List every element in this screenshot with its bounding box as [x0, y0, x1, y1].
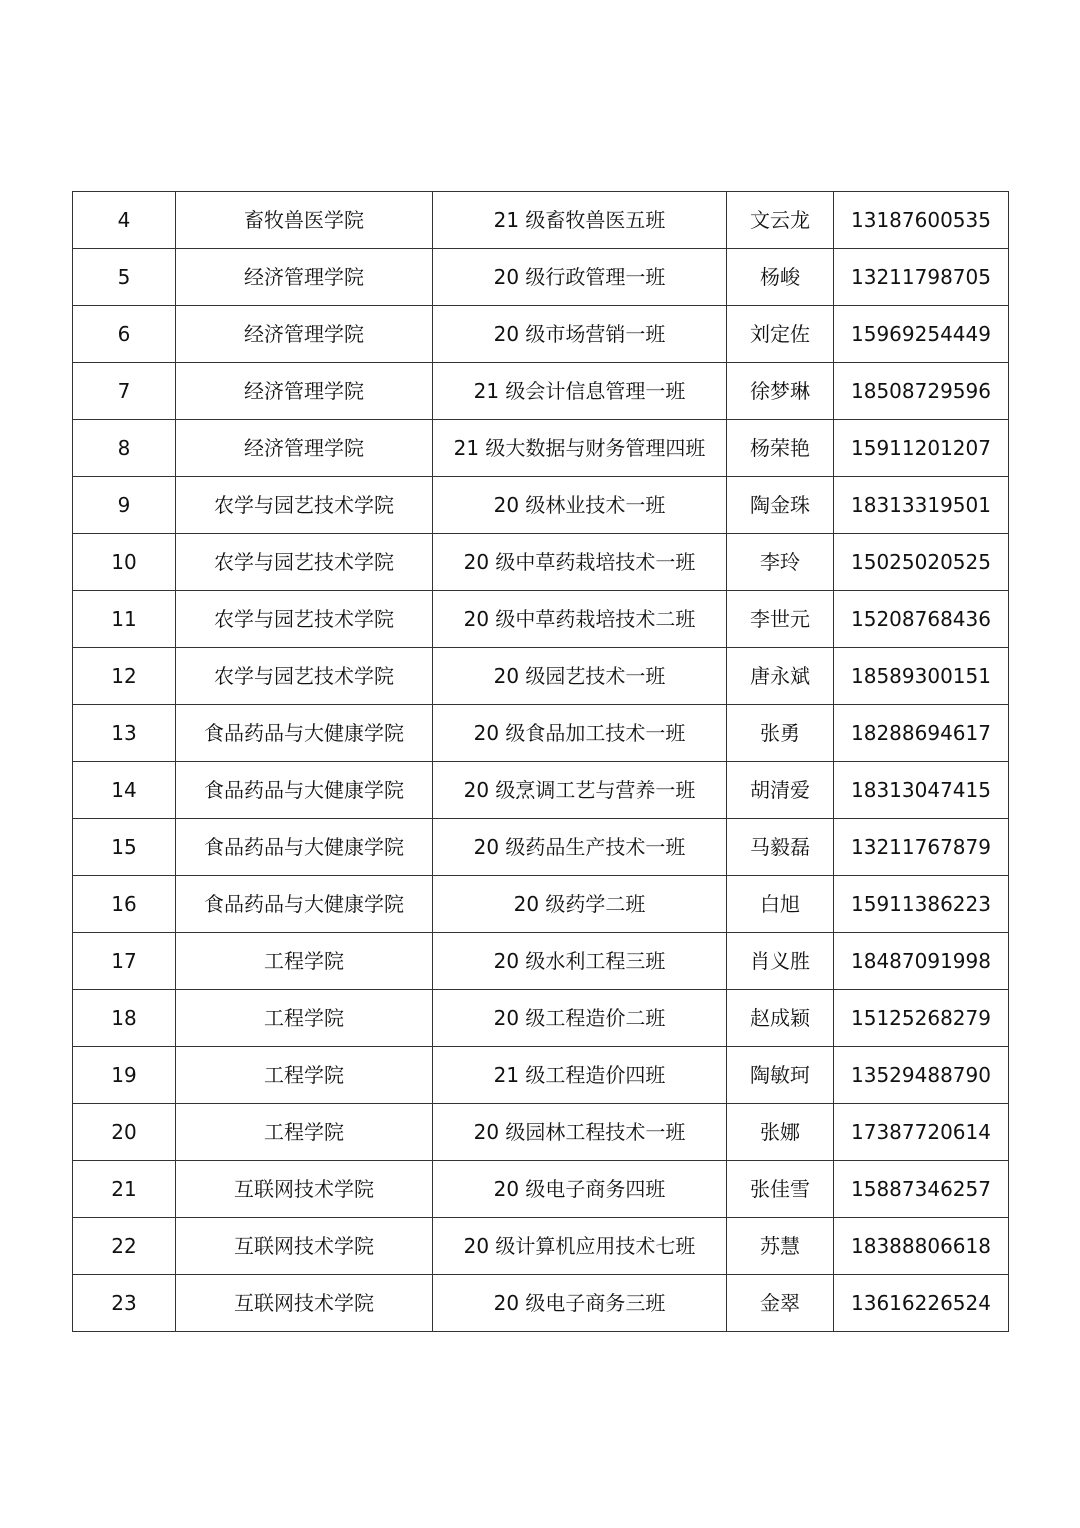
table-row [73, 1047, 1009, 1104]
phone-cell: 18487091998 [834, 933, 1009, 990]
class-cell: 20 级电子商务四班 [433, 1161, 727, 1218]
college-cell: 食品药品与大健康学院 [176, 819, 433, 876]
student-name-cell: 胡清爱 [727, 762, 834, 819]
college-cell: 农学与园艺技术学院 [176, 477, 433, 534]
row-number-cell: 4 [73, 192, 176, 249]
college-cell: 经济管理学院 [176, 420, 433, 477]
row-number-cell: 11 [73, 591, 176, 648]
college-cell: 工程学院 [176, 1047, 433, 1104]
college-cell: 经济管理学院 [176, 363, 433, 420]
college-cell: 食品药品与大健康学院 [176, 705, 433, 762]
student-name-cell: 杨荣艳 [727, 420, 834, 477]
table-row [73, 705, 1009, 762]
roster-table-body [73, 192, 1009, 1332]
phone-cell: 13529488790 [834, 1047, 1009, 1104]
college-cell: 经济管理学院 [176, 249, 433, 306]
row-number-cell: 15 [73, 819, 176, 876]
class-cell: 20 级药品生产技术一班 [433, 819, 727, 876]
table-row [73, 762, 1009, 819]
class-cell: 20 级工程造价二班 [433, 990, 727, 1047]
phone-cell: 18288694617 [834, 705, 1009, 762]
college-cell: 畜牧兽医学院 [176, 192, 433, 249]
class-cell: 21 级会计信息管理一班 [433, 363, 727, 420]
phone-cell: 15025020525 [834, 534, 1009, 591]
phone-cell: 18508729596 [834, 363, 1009, 420]
college-cell: 食品药品与大健康学院 [176, 762, 433, 819]
college-cell: 农学与园艺技术学院 [176, 591, 433, 648]
table-row [73, 876, 1009, 933]
class-cell: 20 级烹调工艺与营养一班 [433, 762, 727, 819]
student-name-cell: 唐永斌 [727, 648, 834, 705]
phone-cell: 15208768436 [834, 591, 1009, 648]
phone-cell: 18313047415 [834, 762, 1009, 819]
student-name-cell: 张勇 [727, 705, 834, 762]
row-number-cell: 5 [73, 249, 176, 306]
row-number-cell: 7 [73, 363, 176, 420]
student-name-cell: 杨峻 [727, 249, 834, 306]
row-number-cell: 8 [73, 420, 176, 477]
college-cell: 食品药品与大健康学院 [176, 876, 433, 933]
phone-cell: 15969254449 [834, 306, 1009, 363]
student-name-cell: 金翠 [727, 1275, 834, 1332]
phone-cell: 15911386223 [834, 876, 1009, 933]
phone-cell: 18589300151 [834, 648, 1009, 705]
row-number-cell: 16 [73, 876, 176, 933]
table-row [73, 1275, 1009, 1332]
phone-cell: 13187600535 [834, 192, 1009, 249]
table-row [73, 477, 1009, 534]
student-name-cell: 张佳雪 [727, 1161, 834, 1218]
phone-cell: 15911201207 [834, 420, 1009, 477]
phone-cell: 17387720614 [834, 1104, 1009, 1161]
row-number-cell: 20 [73, 1104, 176, 1161]
row-number-cell: 6 [73, 306, 176, 363]
row-number-cell: 14 [73, 762, 176, 819]
college-cell: 工程学院 [176, 1104, 433, 1161]
college-cell: 农学与园艺技术学院 [176, 534, 433, 591]
table-row [73, 249, 1009, 306]
class-cell: 20 级中草药栽培技术二班 [433, 591, 727, 648]
row-number-cell: 13 [73, 705, 176, 762]
table-row [73, 306, 1009, 363]
student-name-cell: 赵成颖 [727, 990, 834, 1047]
class-cell: 20 级电子商务三班 [433, 1275, 727, 1332]
row-number-cell: 22 [73, 1218, 176, 1275]
table-row [73, 648, 1009, 705]
student-name-cell: 苏慧 [727, 1218, 834, 1275]
student-name-cell: 陶敏珂 [727, 1047, 834, 1104]
class-cell: 20 级市场营销一班 [433, 306, 727, 363]
class-cell: 20 级计算机应用技术七班 [433, 1218, 727, 1275]
table-row [73, 933, 1009, 990]
table-row [73, 819, 1009, 876]
phone-cell: 15887346257 [834, 1161, 1009, 1218]
college-cell: 经济管理学院 [176, 306, 433, 363]
phone-cell: 13211798705 [834, 249, 1009, 306]
student-name-cell: 徐梦琳 [727, 363, 834, 420]
row-number-cell: 19 [73, 1047, 176, 1104]
table-row [73, 534, 1009, 591]
class-cell: 20 级园林工程技术一班 [433, 1104, 727, 1161]
row-number-cell: 10 [73, 534, 176, 591]
class-cell: 20 级中草药栽培技术一班 [433, 534, 727, 591]
row-number-cell: 18 [73, 990, 176, 1047]
table-row [73, 1161, 1009, 1218]
phone-cell: 18388806618 [834, 1218, 1009, 1275]
student-name-cell: 刘定佐 [727, 306, 834, 363]
class-cell: 20 级药学二班 [433, 876, 727, 933]
student-name-cell: 文云龙 [727, 192, 834, 249]
row-number-cell: 12 [73, 648, 176, 705]
phone-cell: 18313319501 [834, 477, 1009, 534]
class-cell: 21 级大数据与财务管理四班 [433, 420, 727, 477]
college-cell: 互联网技术学院 [176, 1161, 433, 1218]
class-cell: 20 级水利工程三班 [433, 933, 727, 990]
college-cell: 互联网技术学院 [176, 1275, 433, 1332]
table-row [73, 990, 1009, 1047]
phone-cell: 13616226524 [834, 1275, 1009, 1332]
class-cell: 21 级工程造价四班 [433, 1047, 727, 1104]
row-number-cell: 17 [73, 933, 176, 990]
row-number-cell: 21 [73, 1161, 176, 1218]
table-row [73, 420, 1009, 477]
college-cell: 工程学院 [176, 933, 433, 990]
class-cell: 20 级园艺技术一班 [433, 648, 727, 705]
student-name-cell: 马毅磊 [727, 819, 834, 876]
roster-table [72, 191, 1009, 1332]
table-row [73, 1218, 1009, 1275]
student-name-cell: 李世元 [727, 591, 834, 648]
table-row [73, 363, 1009, 420]
student-name-cell: 白旭 [727, 876, 834, 933]
student-name-cell: 陶金珠 [727, 477, 834, 534]
student-name-cell: 张娜 [727, 1104, 834, 1161]
table-row [73, 192, 1009, 249]
class-cell: 20 级食品加工技术一班 [433, 705, 727, 762]
phone-cell: 13211767879 [834, 819, 1009, 876]
table-row [73, 591, 1009, 648]
student-name-cell: 肖义胜 [727, 933, 834, 990]
college-cell: 工程学院 [176, 990, 433, 1047]
college-cell: 农学与园艺技术学院 [176, 648, 433, 705]
class-cell: 20 级林业技术一班 [433, 477, 727, 534]
class-cell: 20 级行政管理一班 [433, 249, 727, 306]
table-row [73, 1104, 1009, 1161]
phone-cell: 15125268279 [834, 990, 1009, 1047]
row-number-cell: 23 [73, 1275, 176, 1332]
college-cell: 互联网技术学院 [176, 1218, 433, 1275]
student-name-cell: 李玲 [727, 534, 834, 591]
row-number-cell: 9 [73, 477, 176, 534]
class-cell: 21 级畜牧兽医五班 [433, 192, 727, 249]
